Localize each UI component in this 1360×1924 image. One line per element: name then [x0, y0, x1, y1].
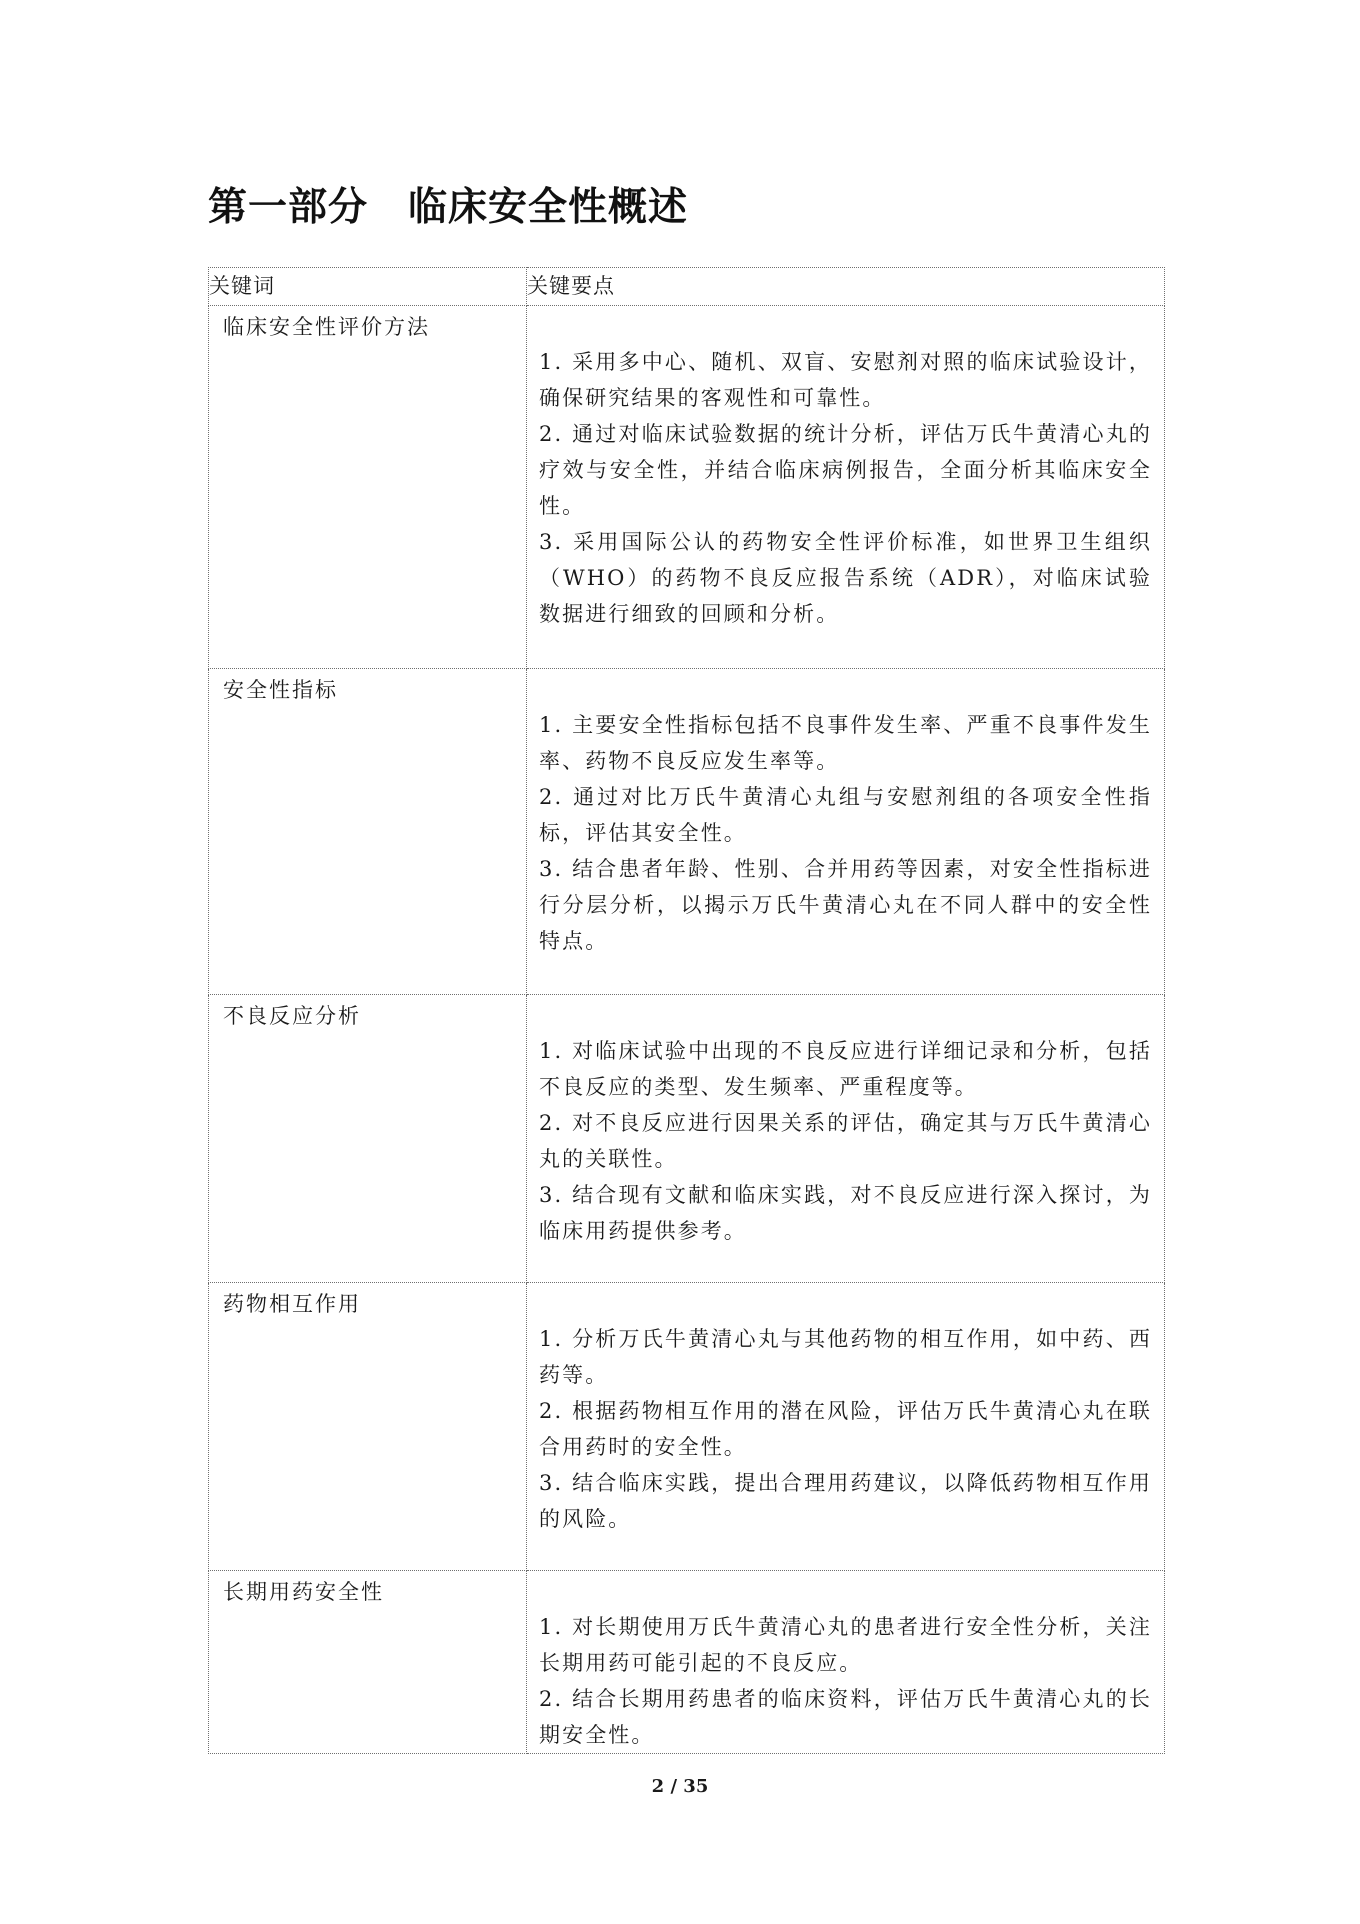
page-title: 第一部分 临床安全性概述 [208, 185, 689, 230]
key-point: 2. 根据药物相互作用的潜在风险，评估万氏牛黄清心丸在联合用药时的安全性。 [539, 1399, 1152, 1459]
key-point: 1. 对长期使用万氏牛黄清心丸的患者进行安全性分析，关注长期用药可能引起的不良反应。 [539, 1615, 1152, 1675]
keyword-cell: 安全性指标 [209, 669, 527, 995]
key-point: 3. 采用国际公认的药物安全性评价标准，如世界卫生组织（WHO）的药物不良反应报告系统（ADR），对临床试验数据进行细致的回顾和分析。 [539, 530, 1152, 626]
table-row [209, 669, 1165, 995]
table-row [209, 306, 1165, 669]
key-point: 1. 对临床试验中出现的不良反应进行详细记录和分析，包括不良反应的类型、发生频率、严重程度等。 [539, 1039, 1152, 1099]
key-point: 1. 分析万氏牛黄清心丸与其他药物的相互作用，如中药、西药等。 [539, 1327, 1152, 1387]
key-point: 2. 结合长期用药患者的临床资料，评估万氏牛黄清心丸的长期安全性。 [539, 1687, 1152, 1747]
keyword-cell: 不良反应分析 [209, 995, 527, 1283]
key-point: 2. 通过对比万氏牛黄清心丸组与安慰剂组的各项安全性指标，评估其安全性。 [539, 785, 1152, 845]
table-header-row [209, 268, 1165, 306]
keyword-cell: 临床安全性评价方法 [209, 306, 527, 669]
key-points-cell [527, 995, 1165, 1283]
key-points-cell [527, 1283, 1165, 1571]
header-key-points: 关键要点 [527, 268, 1165, 306]
table-row [209, 1283, 1165, 1571]
page-number: 2 / 35 [651, 1776, 709, 1797]
keyword-table [208, 267, 1165, 1754]
key-point: 3. 结合现有文献和临床实践，对不良反应进行深入探讨，为临床用药提供参考。 [539, 1183, 1152, 1243]
key-point: 2. 对不良反应进行因果关系的评估，确定其与万氏牛黄清心丸的关联性。 [539, 1111, 1152, 1171]
key-points-cell [527, 669, 1165, 995]
key-point: 1. 采用多中心、随机、双盲、安慰剂对照的临床试验设计，确保研究结果的客观性和可靠性。 [539, 350, 1152, 410]
key-point: 2. 通过对临床试验数据的统计分析，评估万氏牛黄清心丸的疗效与安全性，并结合临床病例报告，全面分析其临床安全性。 [539, 422, 1152, 518]
key-points-cell [527, 1571, 1165, 1754]
header-keyword: 关键词 [209, 268, 527, 306]
table-row [209, 995, 1165, 1283]
keyword-cell: 药物相互作用 [209, 1283, 527, 1571]
key-points-cell [527, 306, 1165, 669]
key-point: 3. 结合患者年龄、性别、合并用药等因素，对安全性指标进行分层分析，以揭示万氏牛黄清心丸在不同人群中的安全性特点。 [539, 857, 1152, 953]
keyword-cell: 长期用药安全性 [209, 1571, 527, 1754]
key-point: 3. 结合临床实践，提出合理用药建议，以降低药物相互作用的风险。 [539, 1471, 1152, 1531]
key-point: 1. 主要安全性指标包括不良事件发生率、严重不良事件发生率、药物不良反应发生率等。 [539, 713, 1152, 773]
table-row [209, 1571, 1165, 1754]
